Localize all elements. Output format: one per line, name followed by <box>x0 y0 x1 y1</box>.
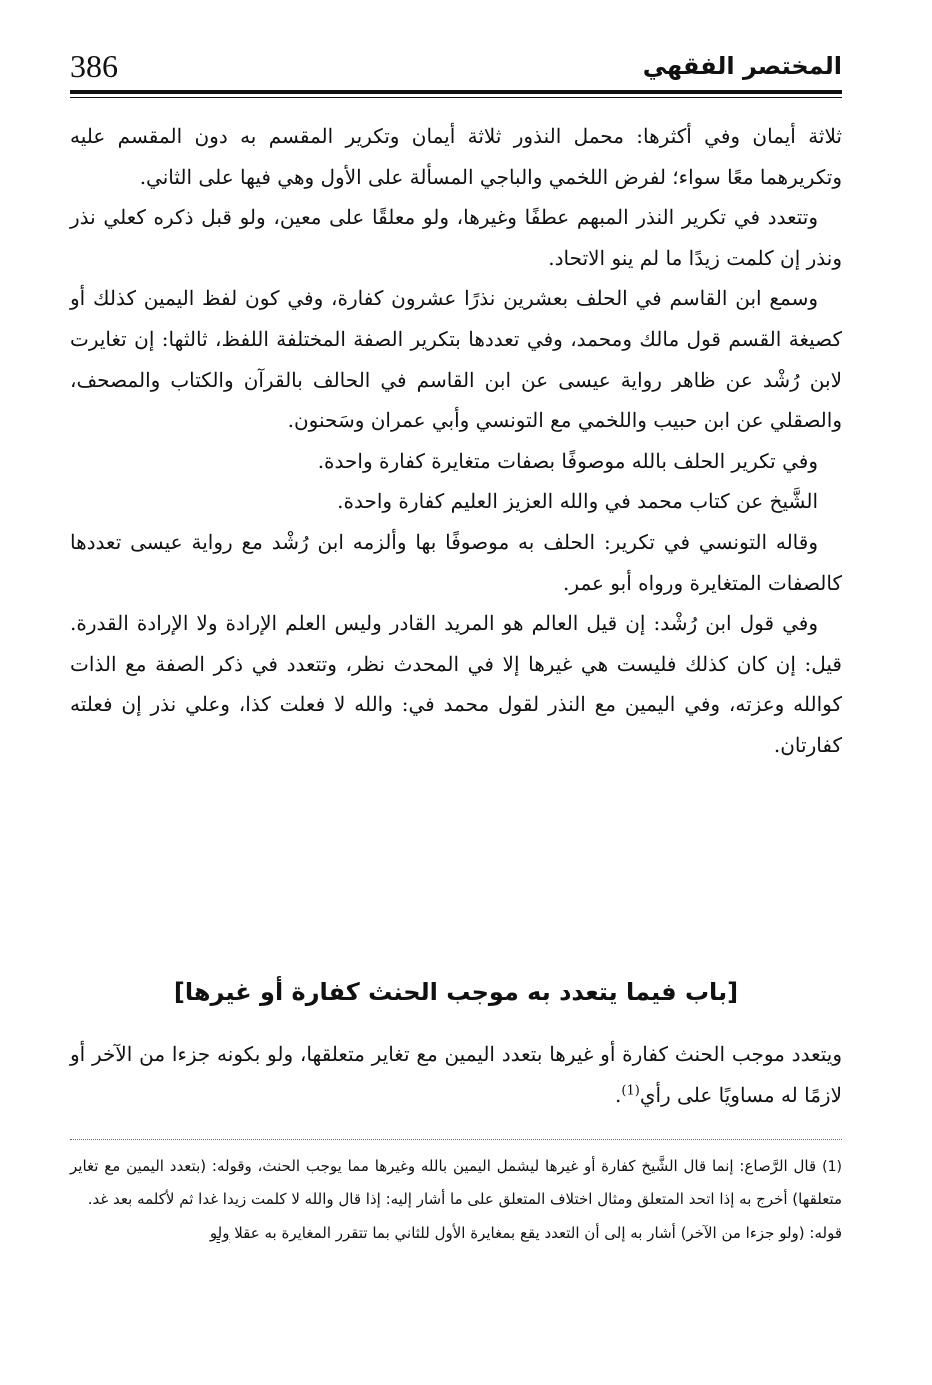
footnote <box>70 1150 842 1215</box>
main-text <box>70 116 842 766</box>
page-number: 386 <box>70 48 118 84</box>
footnote-text: قال الرَّصاع: إنما قال الشَّيخ كفارة أو غيرها ليشمل اليمين بالله وغيرها مما يوجب الحنث، وقوله: (بتعدد اليمين مع تغاير متعلقها) أخرج به إذا اتحد المتعلق ومثال اختلاف المتعلق على ما أشار إليه: إذا قال والله لا كلمت زيدا غدا ثم لأكلمه بعد غد. <box>70 1157 842 1208</box>
footnote-continued <box>70 1217 842 1249</box>
paragraph: وفي تكرير الحلف بالله موصوفًا بصفات متغايرة كفارة واحدة. <box>317 448 818 473</box>
chapter-text: ويتعدد موجب الحنث كفارة أو غيرها بتعدد اليمين مع تغاير متعلقها، ولو بكونه جزءا من الآخر أو لازمًا له مساويًا على رأي <box>70 1042 842 1107</box>
paragraph: وتتعدد في تكرير النذر المبهم عطفًا وغيرها، ولو معلقًا على معين، ولو قبل ذكره كعلي نذر ونذر إن كلمت زيدًا ما لم ينو الاتحاد. <box>70 205 842 270</box>
footnotes <box>70 1150 842 1249</box>
footnote-reference[interactable]: (1) <box>621 1082 640 1098</box>
header-rule-thin <box>70 97 842 98</box>
paragraph: ثلاثة أيمان وفي أكثرها: محمل النذور ثلاثة أيمان وتكرير المقسم به دون المقسم عليه وتكريرهما معًا سواء؛ لفرض اللخمي والباجي المسألة على الأول وهي فيها على الثاني. <box>70 124 842 189</box>
footnote-text: قوله: (ولو جزءا من الآخر) أشار به إلى أن التعدد يقع بمغايرة الأول للثاني بما تتقرر المغايرة به عقلا <box>234 1224 842 1242</box>
footnote-separator <box>70 1139 842 1140</box>
chapter-text-end: . <box>615 1082 622 1107</box>
chapter-paragraph <box>70 1034 842 1115</box>
running-title: المختصر الفقهي <box>642 52 842 80</box>
paragraph: وفي قول ابن رُشْد: إن قيل العالم هو المريد القادر وليس العلم الإرادة ولا الإرادة القدرة. قيل: إن كان كذلك فليست هي غيرها إلا في المحدث نظر، وتتعدد في ذكر الصفة مع الذات كوالله وعزته، وفي اليمين مع النذر لقول محمد في: والله لا فعلت كذا، وعلي نذر إن فعلته كفارتان. <box>70 611 842 757</box>
header-rule-thick <box>70 90 842 94</box>
catchword: ولو <box>209 1224 230 1242</box>
footnote-marker: (1) <box>822 1159 842 1175</box>
paragraph: وسمع ابن القاسم في الحلف بعشرين نذرًا عشرون كفارة، وفي كون لفظ اليمين كذلك أو كصيغة القسم قول مالك ومحمد، وفي تعددها بتكرير الصفة المختلفة اللفظ، ثالثها: إن تغايرت لابن رُشْد عن ظاهر رواية عيسى عن ابن القاسم في الحالف بالقرآن والكتاب والمصحف، والصقلي عن ابن حبيب واللخمي مع التونسي وأبي عمران وسَحنون. <box>70 286 842 433</box>
paragraph: وقاله التونسي في تكرير: الحلف به موصوفًا بها وألزمه ابن رُشْد مع رواية عيسى تعددها كالصفات المتغايرة ورواه أبو عمر. <box>70 529 842 595</box>
paragraph: الشَّيخ عن كتاب محمد في والله العزيز العليم كفارة واحدة. <box>337 489 818 514</box>
page-header <box>70 40 842 92</box>
chapter-heading: [باب فيما يتعدد به موجب الحنث كفارة أو غيرها] <box>173 978 739 1006</box>
